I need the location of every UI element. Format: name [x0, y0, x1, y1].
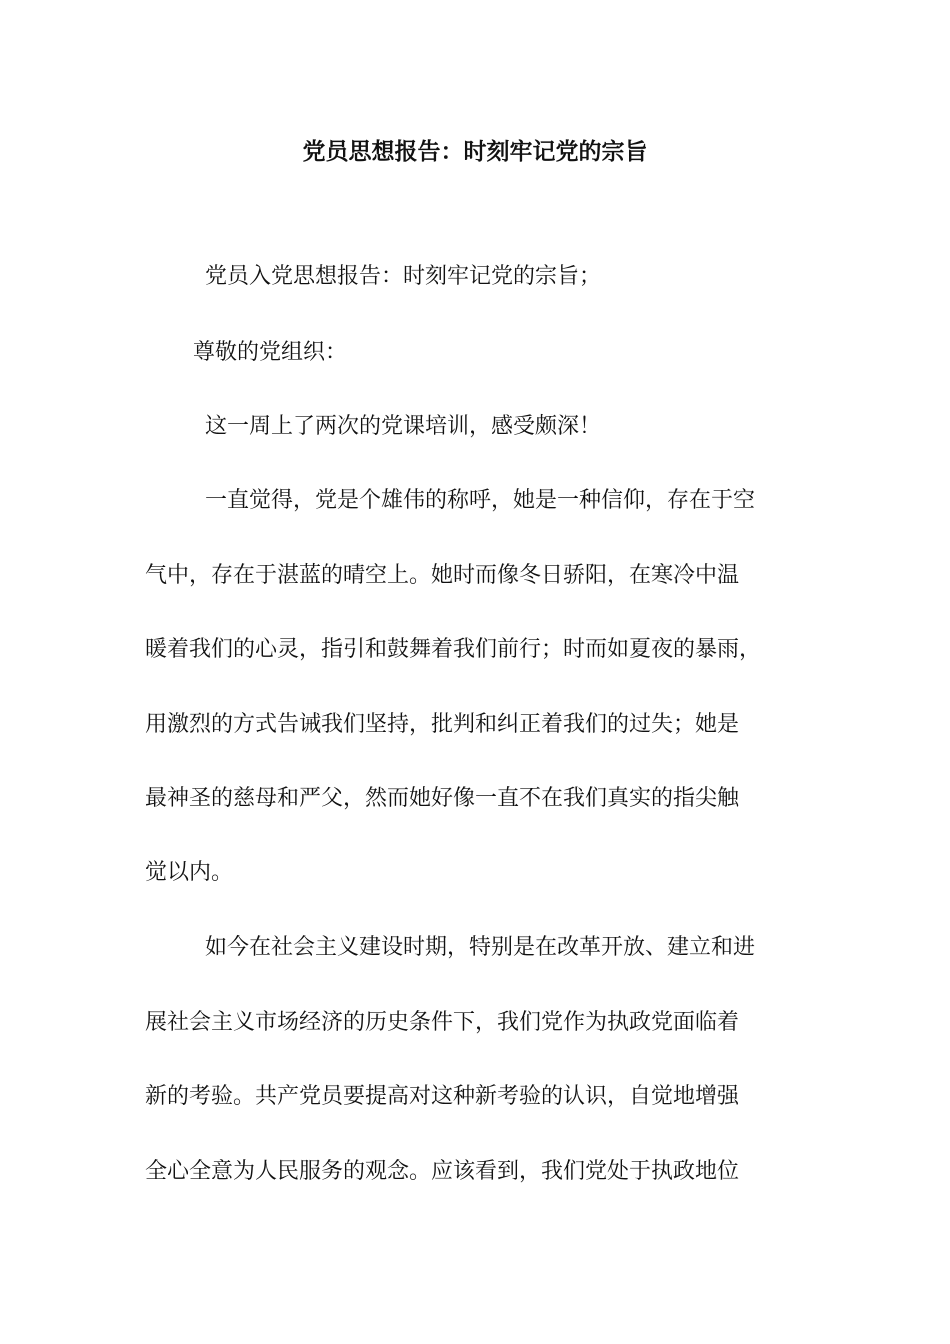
paragraph-line: 暖着我们的心灵，指引和鼓舞着我们前行；时而如夏夜的暴雨，: [145, 637, 762, 662]
paragraph-line: 全心全意为人民服务的观念。应该看到，我们党处于执政地位: [145, 1159, 740, 1184]
addressee-line: 尊敬的党组织：: [193, 340, 348, 365]
paragraph-line: 觉以内。: [145, 860, 234, 885]
paragraph-line: 如今在社会主义建设时期，特别是在改革开放、建立和进: [205, 935, 756, 960]
document-title: 党员思想报告：时刻牢记党的宗旨: [302, 139, 648, 165]
paragraph-line: 用激烈的方式告诫我们坚持，批判和纠正着我们的过失；她是: [145, 712, 740, 737]
paragraph-line: 展社会主义市场经济的历史条件下，我们党作为执政党面临着: [145, 1010, 740, 1035]
salutation-line: 党员入党思想报告：时刻牢记党的宗旨；: [205, 264, 602, 289]
paragraph-line: 气中，存在于湛蓝的晴空上。她时而像冬日骄阳，在寒冷中温: [145, 563, 740, 588]
paragraph-line: 最神圣的慈母和严父，然而她好像一直不在我们真实的指尖触: [145, 786, 740, 811]
paragraph-line: 这一周上了两次的党课培训，感受颇深！: [205, 414, 602, 439]
paragraph-line: 新的考验。共产党员要提高对这种新考验的认识，自觉地增强: [145, 1084, 740, 1109]
paragraph-line: 一直觉得，党是个雄伟的称呼，她是一种信仰，存在于空: [205, 488, 756, 513]
